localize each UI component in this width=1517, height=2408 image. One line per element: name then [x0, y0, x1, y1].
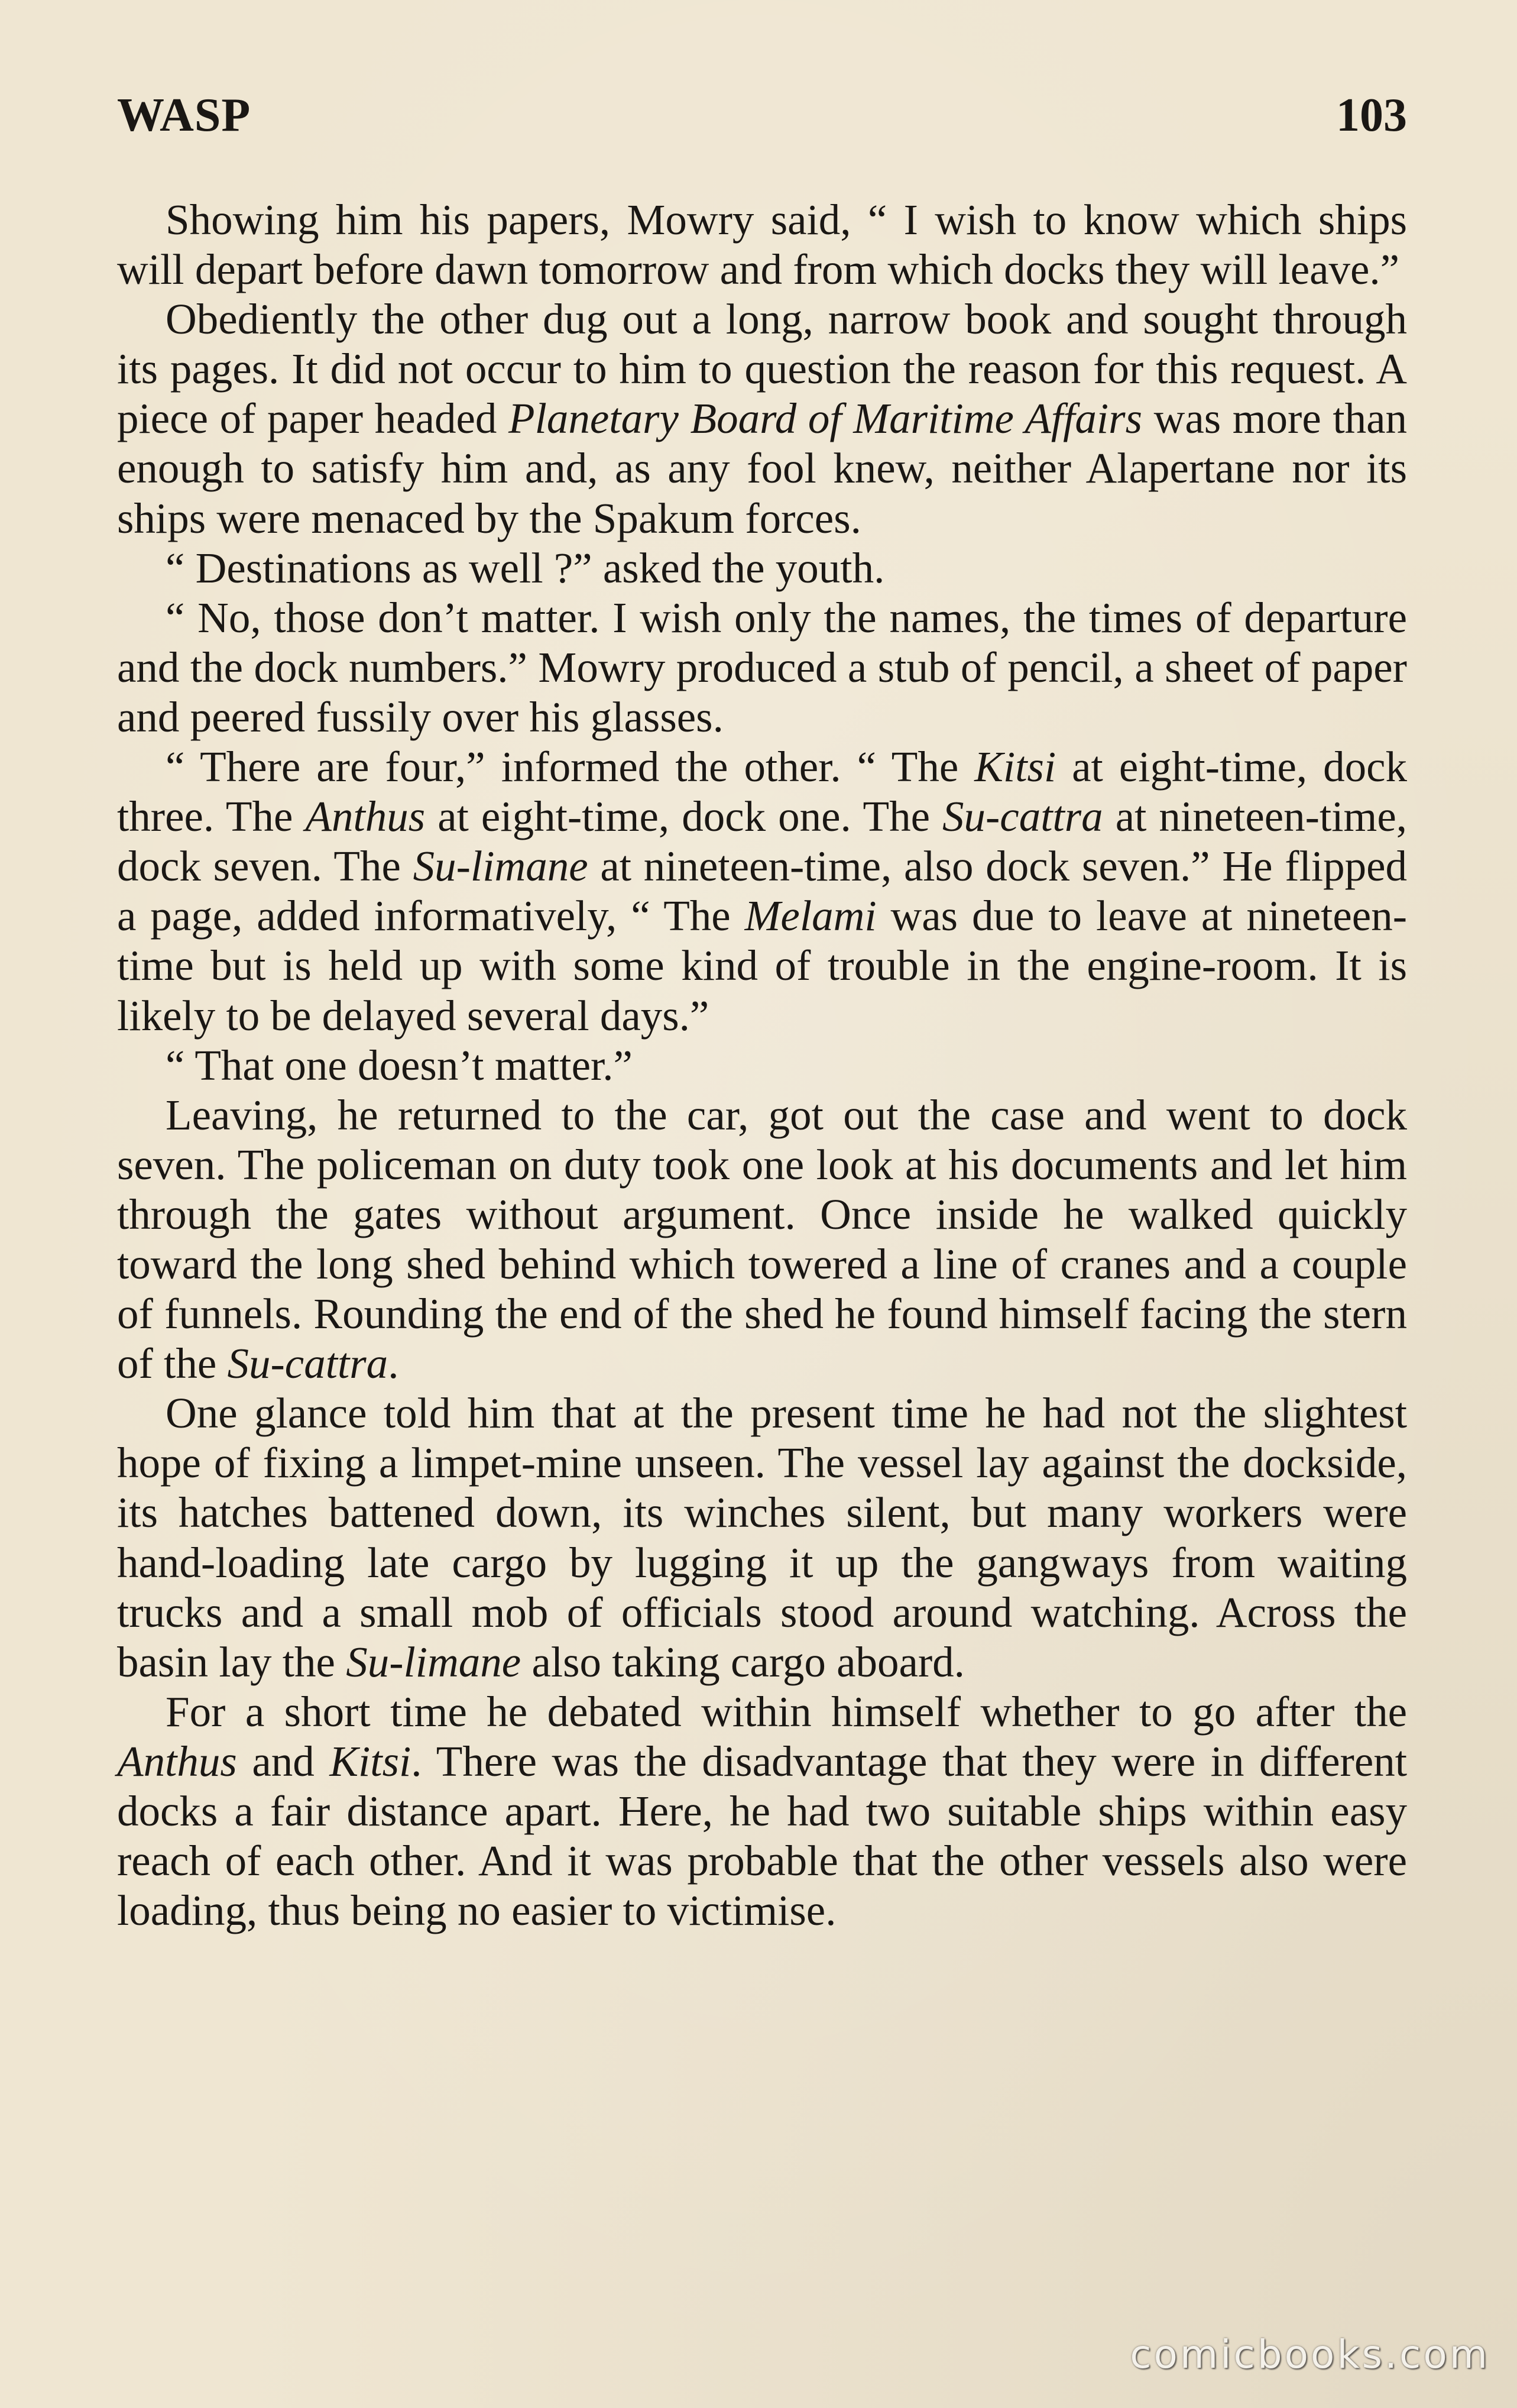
paragraph — [117, 1687, 1407, 1936]
ship-name-su-limane: Su-limane — [413, 842, 588, 891]
text-run: at nineteen-time, also dock seven.” He flipped a page, added informatively, “ The — [117, 842, 1407, 940]
paragraph — [117, 1090, 1407, 1389]
paragraph — [117, 1389, 1407, 1687]
ship-name-su-cattra: Su-cattra — [942, 792, 1103, 841]
text-run: “ Destinations as well ?” asked the youth. — [166, 543, 885, 592]
text-run: Showing him his papers, Mowry said, “ I wish to know which ships will depart before dawn tomorrow and from which docks they will leave.” — [117, 196, 1407, 294]
running-head: WASP — [117, 89, 251, 141]
ship-name-anthus: Anthus — [117, 1737, 237, 1785]
ship-name-kitsi: Kitsi — [974, 743, 1056, 791]
text-run: . — [388, 1339, 399, 1388]
text-run: at eight-time, dock three. The — [117, 743, 1407, 841]
italic-text-run: Planetary Board of Maritime Affairs — [508, 394, 1142, 443]
text-run: “ No, those don’t matter. I wish only the names, the times of departure and the dock numbers.” Mowry produced a stub of pencil, a sheet of paper and peered fussily over his glasses. — [117, 593, 1407, 741]
text-run: was due to leave at nineteen-time but is held up with some kind of trouble in the engine-room. It is likely to be delayed several days.” — [117, 892, 1407, 1040]
text-run: One glance told him that at the present time he had not the slightest hope of fixing a limpet-mine unseen. The vessel lay against the dockside, its hatches battened down, its winches silent, but many workers were hand-loading late cargo by lugging it up the gangways from waiting trucks and a small mob of officials stood around watching. Across the basin lay the — [117, 1389, 1407, 1686]
ship-name-anthus: Anthus — [305, 792, 426, 841]
body-text — [117, 195, 1407, 1936]
text-run: Leaving, he returned to the car, got out the case and went to dock seven. The policeman on duty took one look at his documents and let him through the gates without argument. Once inside he walked quickly toward the long shed behind which towered a line of cranes and a couple of funnels. Rounding the end of the shed he found himself facing the stern of the — [117, 1090, 1407, 1388]
paragraph — [117, 742, 1407, 1041]
ship-name-melami: Melami — [744, 892, 877, 940]
text-run: For a short time he debated within himself whether to go after the — [166, 1687, 1407, 1736]
ship-name-su-limane: Su-limane — [346, 1637, 521, 1686]
text-run: also taking cargo aboard. — [521, 1637, 965, 1686]
paragraph — [117, 1041, 1407, 1090]
page-header — [117, 89, 1407, 142]
watermark: comicbooks.com — [1130, 2332, 1490, 2377]
text-run: Obediently the other dug out a long, narrow book and sought through its pages. It did not occur to him to question the reason for this request. A piece of paper headed — [117, 295, 1407, 443]
paragraph — [117, 195, 1407, 294]
text-run: and — [236, 1737, 330, 1785]
text-run: at eight-time, dock one. The — [425, 792, 942, 841]
book-page — [117, 89, 1407, 2371]
text-run: “ There are four,” informed the other. “ The — [166, 743, 975, 791]
text-run: . There was the disadvantage that they were in different docks a fair distance apart. Here, he had two suitable ships within easy reach of each other. And it was probable that the other vessels also were loading, thus being no easier to victimise. — [117, 1737, 1407, 1935]
ship-name-su-cattra: Su-cattra — [227, 1339, 388, 1388]
ship-name-kitsi: Kitsi — [329, 1737, 411, 1785]
text-run: was more than enough to satisfy him and, as any fool knew, neither Alapertane nor its ships were menaced by the Spakum forces. — [117, 394, 1408, 542]
paragraph — [117, 593, 1407, 742]
paragraph — [117, 294, 1407, 543]
text-run: “ That one doesn’t matter.” — [166, 1041, 633, 1089]
paragraph — [117, 543, 1407, 593]
text-run: at nineteen-time, dock seven. The — [117, 792, 1407, 891]
page-number: 103 — [1336, 89, 1407, 141]
